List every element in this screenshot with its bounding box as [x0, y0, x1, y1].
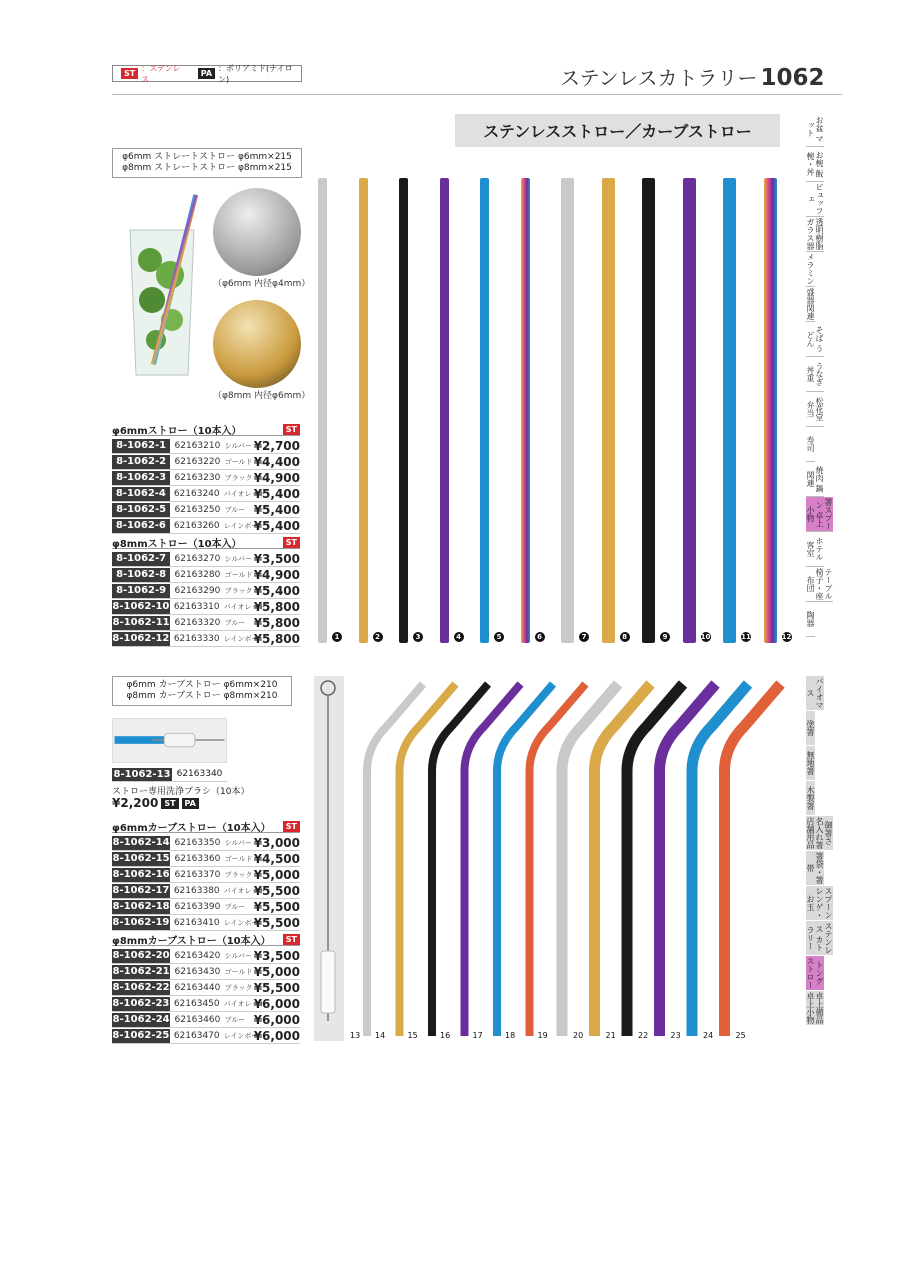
side-tab[interactable]: 塗箸	[806, 711, 815, 746]
price-row	[112, 615, 300, 631]
price-row	[112, 899, 300, 915]
header-divider	[112, 94, 842, 95]
side-tab[interactable]: 無地箸	[806, 746, 815, 781]
price: ¥6,000	[253, 996, 300, 1011]
product-code: 8-1062-10	[112, 601, 170, 612]
straight-straw	[480, 178, 489, 643]
color-name: ブルー	[224, 618, 246, 627]
jan-code: 62163250	[174, 504, 221, 515]
price-row	[112, 583, 300, 599]
price: ¥5,400	[253, 486, 300, 501]
side-tab[interactable]: ステンレス カトラリー	[806, 922, 833, 954]
price: ¥5,500	[253, 915, 300, 930]
color-name: バイオレット	[223, 489, 266, 498]
product-code: 8-1062-11	[112, 617, 170, 628]
st-tag: ST	[121, 68, 138, 79]
product-code: 8-1062-5	[112, 503, 170, 517]
jan-code: 62163280	[174, 569, 221, 580]
pa-tag: PA	[182, 798, 199, 809]
st-tag: ST	[283, 821, 300, 832]
jan-code: 62163470	[173, 1030, 220, 1041]
product-code: 8-1062-2	[112, 455, 170, 469]
price: ¥5,800	[253, 599, 300, 614]
price-table-header	[112, 933, 300, 946]
straw-number: 1	[332, 632, 342, 642]
price-row	[112, 1028, 300, 1044]
straight-straw	[602, 178, 615, 643]
price-row	[112, 980, 300, 996]
price: ¥4,900	[253, 470, 300, 485]
jan-code: 62163320	[174, 617, 221, 628]
color-name: レインボー	[223, 918, 259, 927]
side-tab[interactable]: そば うどん	[806, 322, 824, 357]
price-row	[112, 438, 300, 454]
price-table-6mm	[112, 423, 300, 534]
st-tag: ST	[161, 798, 178, 809]
price: ¥5,800	[253, 631, 300, 646]
price: ¥5,400	[253, 583, 300, 598]
material-legend	[112, 65, 302, 82]
side-tab[interactable]: バイオマス	[806, 677, 824, 709]
color-name: ブラック	[224, 870, 253, 879]
side-tab[interactable]: ビュッフェ	[806, 183, 824, 215]
price: ¥6,000	[253, 1012, 300, 1027]
price: ¥5,000	[253, 964, 300, 979]
straw-number: 25	[735, 1031, 746, 1040]
color-name: ブラック	[224, 983, 253, 992]
price: ¥5,400	[253, 502, 300, 517]
straight-straw	[764, 178, 777, 643]
straight-straw	[521, 178, 530, 643]
spec-line: φ8mm カーブストロー φ8mm×210	[126, 691, 278, 701]
jan-code: 62163350	[174, 837, 221, 848]
color-name: ブラック	[224, 586, 253, 595]
price: ¥5,400	[253, 518, 300, 533]
product-code: 8-1062-25	[112, 1030, 170, 1041]
product-code: 8-1062-6	[112, 519, 170, 533]
jan-code: 62163460	[174, 1014, 221, 1025]
price-row	[112, 1012, 300, 1028]
side-tab[interactable]: 透明樹脂 ガラス器	[806, 218, 824, 250]
group-title: φ8mmカーブストロー（10本入）	[112, 935, 271, 947]
side-tab[interactable]: 箸袋・箸帯	[806, 852, 824, 884]
jan-code: 62163230	[174, 472, 221, 483]
product-code: 8-1062-19	[112, 917, 170, 928]
price-table-header	[112, 423, 300, 436]
price-row	[112, 867, 300, 883]
straight-straw	[359, 178, 368, 643]
color-name: ブルー	[224, 902, 246, 911]
product-code: 8-1062-14	[112, 837, 170, 848]
straight-straw	[561, 178, 574, 643]
jan-code: 62163290	[174, 585, 221, 596]
brush-name: ストロー専用洗浄ブラシ（10本）	[112, 787, 250, 797]
side-tab[interactable]: 陶器	[806, 602, 815, 637]
spec-line: φ6mm カーブストロー φ6mm×210	[126, 680, 278, 690]
price-table-header	[112, 820, 300, 833]
price: ¥3,500	[253, 551, 300, 566]
straw-number: 12	[781, 633, 792, 641]
straw-number: 9	[660, 632, 670, 642]
product-code: 8-1062-17	[112, 885, 170, 896]
side-tab[interactable]: テーブル 椅子・座布団	[806, 568, 833, 600]
price-row	[112, 551, 300, 567]
page-title-text: ステンレスカトラリー	[560, 66, 758, 90]
jan-code: 62163390	[174, 901, 221, 912]
side-tab[interactable]: トング ストロー	[806, 957, 824, 989]
caption-8mm: （φ8mm 内径φ6mm）	[213, 391, 311, 401]
product-code: 8-1062-4	[112, 487, 170, 501]
product-code: 8-1062-15	[112, 853, 170, 864]
side-tabs-bottom	[806, 676, 842, 1026]
jan-code: 62163330	[173, 633, 220, 644]
color-name: ブラック	[224, 473, 253, 482]
pa-label: ：ポリアミド(ナイロン)	[218, 63, 293, 84]
color-name: ブルー	[224, 505, 246, 514]
straight-straw	[723, 178, 736, 643]
curve-straw	[725, 684, 781, 1036]
price-table-curve-6mm	[112, 820, 300, 931]
jan-code: 62163260	[173, 520, 220, 531]
color-name: ゴールド	[224, 854, 253, 863]
straight-straw	[683, 178, 696, 643]
price: ¥2,700	[253, 438, 300, 453]
side-tab[interactable]: お盆 マット	[806, 112, 824, 147]
gold-tube-photo	[213, 300, 301, 388]
product-code: 8-1062-21	[112, 966, 170, 977]
section-banner: ステンレスストロー／カーブストロー	[455, 114, 780, 147]
jan-code: 62163410	[173, 917, 220, 928]
straw-number: 3	[413, 632, 423, 642]
side-tab[interactable]: うなぎ 丼重	[806, 357, 824, 392]
side-tab[interactable]: 焼肉 鍋関連	[806, 462, 824, 497]
straw-number: 6	[535, 632, 545, 642]
price-row	[112, 835, 300, 851]
side-tab[interactable]: ホテル 客室	[806, 532, 824, 567]
straight-spec-box	[112, 148, 302, 178]
product-code: 8-1062-20	[112, 950, 170, 961]
price-table-curve-8mm	[112, 933, 300, 1044]
price: ¥2,200	[112, 796, 159, 810]
side-tab[interactable]: 御箸さ 名入れ箸 店舗用品	[806, 817, 833, 849]
side-tab[interactable]: 松花堂 弁当	[806, 392, 824, 427]
color-name: バイオレット	[223, 602, 266, 611]
price: ¥5,800	[253, 615, 300, 630]
color-name: レインボー	[223, 634, 259, 643]
group-title: φ8mmストロー（10本入）	[112, 538, 242, 550]
color-name: ゴールド	[224, 967, 253, 976]
color-name: バイオレット	[223, 886, 266, 895]
straight-straw	[318, 178, 327, 643]
product-code: 8-1062-8	[112, 568, 170, 582]
price: ¥5,500	[253, 899, 300, 914]
price-row	[112, 518, 300, 534]
straw-number: 4	[454, 632, 464, 642]
jan-code: 62163270	[174, 553, 221, 564]
jan-code: 62163440	[174, 982, 221, 993]
color-name: レインボー	[223, 521, 259, 530]
st-tag: ST	[283, 537, 300, 548]
side-tab[interactable]: お椀 飯椀・丼	[806, 147, 824, 182]
price-row	[112, 915, 300, 931]
product-code: 8-1062-23	[112, 998, 170, 1009]
side-tab[interactable]: 卓上備品 卓上小物	[806, 992, 824, 1024]
group-title: φ6mmストロー（10本入）	[112, 425, 242, 437]
straight-straw	[399, 178, 408, 643]
price-row	[112, 964, 300, 980]
price-row	[112, 851, 300, 867]
straw-number: 17	[472, 1031, 483, 1040]
color-name: バイオレット	[223, 999, 266, 1008]
jan-code: 62163220	[174, 456, 221, 467]
straw-number: 8	[620, 632, 630, 642]
price-row	[112, 631, 300, 647]
side-tab[interactable]: メラミン	[806, 253, 815, 285]
price-row	[112, 996, 300, 1012]
price: ¥3,500	[253, 948, 300, 963]
page-title	[560, 62, 825, 91]
st-tag: ST	[283, 424, 300, 435]
straw-number: 18	[505, 1031, 516, 1040]
jan-code: 62163240	[173, 488, 220, 499]
price-row	[112, 599, 300, 615]
spec-line: φ8mm ストレートストロー φ8mm×215	[122, 163, 292, 173]
straw-number: 21	[605, 1031, 616, 1040]
curve-spec-box	[112, 676, 292, 706]
price: ¥5,000	[253, 867, 300, 882]
jan-code: 62163210	[174, 440, 221, 451]
jan-code: 62163380	[173, 885, 220, 896]
jan-code: 62163310	[173, 601, 220, 612]
brush-photo	[112, 718, 227, 763]
price-row	[112, 502, 300, 518]
straw-number: 23	[670, 1031, 681, 1040]
straw-number: 20	[573, 1031, 584, 1040]
product-code: 8-1062-22	[112, 982, 170, 993]
jan-code: 62163430	[174, 966, 221, 977]
straw-number: 2	[373, 632, 383, 642]
price-table-8mm	[112, 536, 300, 647]
price-row	[112, 567, 300, 583]
price: ¥5,500	[253, 980, 300, 995]
side-tab[interactable]: 箸スプーン 卓上小物	[806, 498, 833, 530]
color-name: ゴールド	[224, 570, 253, 579]
st-tag: ST	[283, 934, 300, 945]
straight-straw	[440, 178, 449, 643]
color-name: シルバー	[224, 441, 252, 450]
price-row	[112, 486, 300, 502]
spec-line: φ6mm ストレートストロー φ6mm×215	[122, 152, 292, 162]
brush-price	[112, 796, 199, 810]
product-code: 8-1062-9	[112, 584, 170, 598]
product-code: 8-1062-3	[112, 471, 170, 485]
straight-straw	[642, 178, 655, 643]
curve-straws-photo	[350, 676, 810, 1046]
product-code: 8-1062-12	[112, 633, 170, 644]
product-code: 8-1062-16	[112, 869, 170, 880]
glass-photo	[122, 190, 202, 385]
jan-code: 62163360	[174, 853, 221, 864]
price: ¥4,400	[253, 454, 300, 469]
price-row	[112, 454, 300, 470]
product-code: 8-1062-24	[112, 1014, 170, 1025]
straw-number: 5	[494, 632, 504, 642]
side-tab[interactable]: 木製箸	[806, 781, 815, 816]
group-title: φ6mmカーブストロー（10本入）	[112, 822, 271, 834]
color-name: シルバー	[224, 951, 252, 960]
price: ¥5,500	[253, 883, 300, 898]
straw-number: 22	[638, 1031, 649, 1040]
price: ¥4,900	[253, 567, 300, 582]
straw-number: 24	[703, 1031, 714, 1040]
side-tabs-top	[806, 112, 842, 637]
color-name: レインボー	[223, 1031, 259, 1040]
jan-code: 62163420	[174, 950, 221, 961]
price: ¥6,000	[253, 1028, 300, 1043]
straw-number: 15	[407, 1031, 418, 1040]
straw-number: 7	[579, 632, 589, 642]
price-row	[112, 470, 300, 486]
product-code: 8-1062-18	[112, 901, 170, 912]
price: ¥3,000	[253, 835, 300, 850]
straw-number: 19	[537, 1031, 548, 1040]
side-tab[interactable]: 寿司	[806, 427, 815, 462]
straw-number: 14	[375, 1031, 386, 1040]
price: ¥4,500	[253, 851, 300, 866]
long-brush-photo	[314, 676, 344, 1041]
jan-code: 62163340	[176, 769, 223, 779]
product-code: 8-1062-13	[113, 768, 171, 780]
side-tab[interactable]: 盛器関連	[806, 288, 815, 320]
price-row	[112, 883, 300, 899]
caption-6mm: （φ6mm 内径φ4mm）	[213, 279, 311, 289]
straw-number: 13	[350, 1031, 361, 1040]
straw-number: 10	[700, 633, 711, 641]
straw-number: 16	[440, 1031, 451, 1040]
product-code: 8-1062-1	[112, 439, 170, 453]
color-name: シルバー	[224, 838, 252, 847]
page-number: 1062	[760, 65, 825, 91]
price-table-header	[112, 536, 300, 549]
color-name: ゴールド	[224, 457, 253, 466]
color-name: シルバー	[224, 554, 252, 563]
st-label: ：ステンレス	[141, 63, 181, 84]
jan-code: 62163370	[174, 869, 221, 880]
price-row	[112, 948, 300, 964]
product-code: 8-1062-7	[112, 552, 170, 566]
side-tab[interactable]: スプーン レンゲ・お玉	[806, 887, 833, 919]
pa-tag: PA	[198, 68, 215, 79]
jan-code: 62163450	[173, 998, 220, 1009]
silver-tube-photo	[213, 188, 301, 276]
straw-number: 11	[741, 633, 751, 641]
color-name: ブルー	[224, 1015, 246, 1024]
brush-price-row	[112, 767, 227, 782]
